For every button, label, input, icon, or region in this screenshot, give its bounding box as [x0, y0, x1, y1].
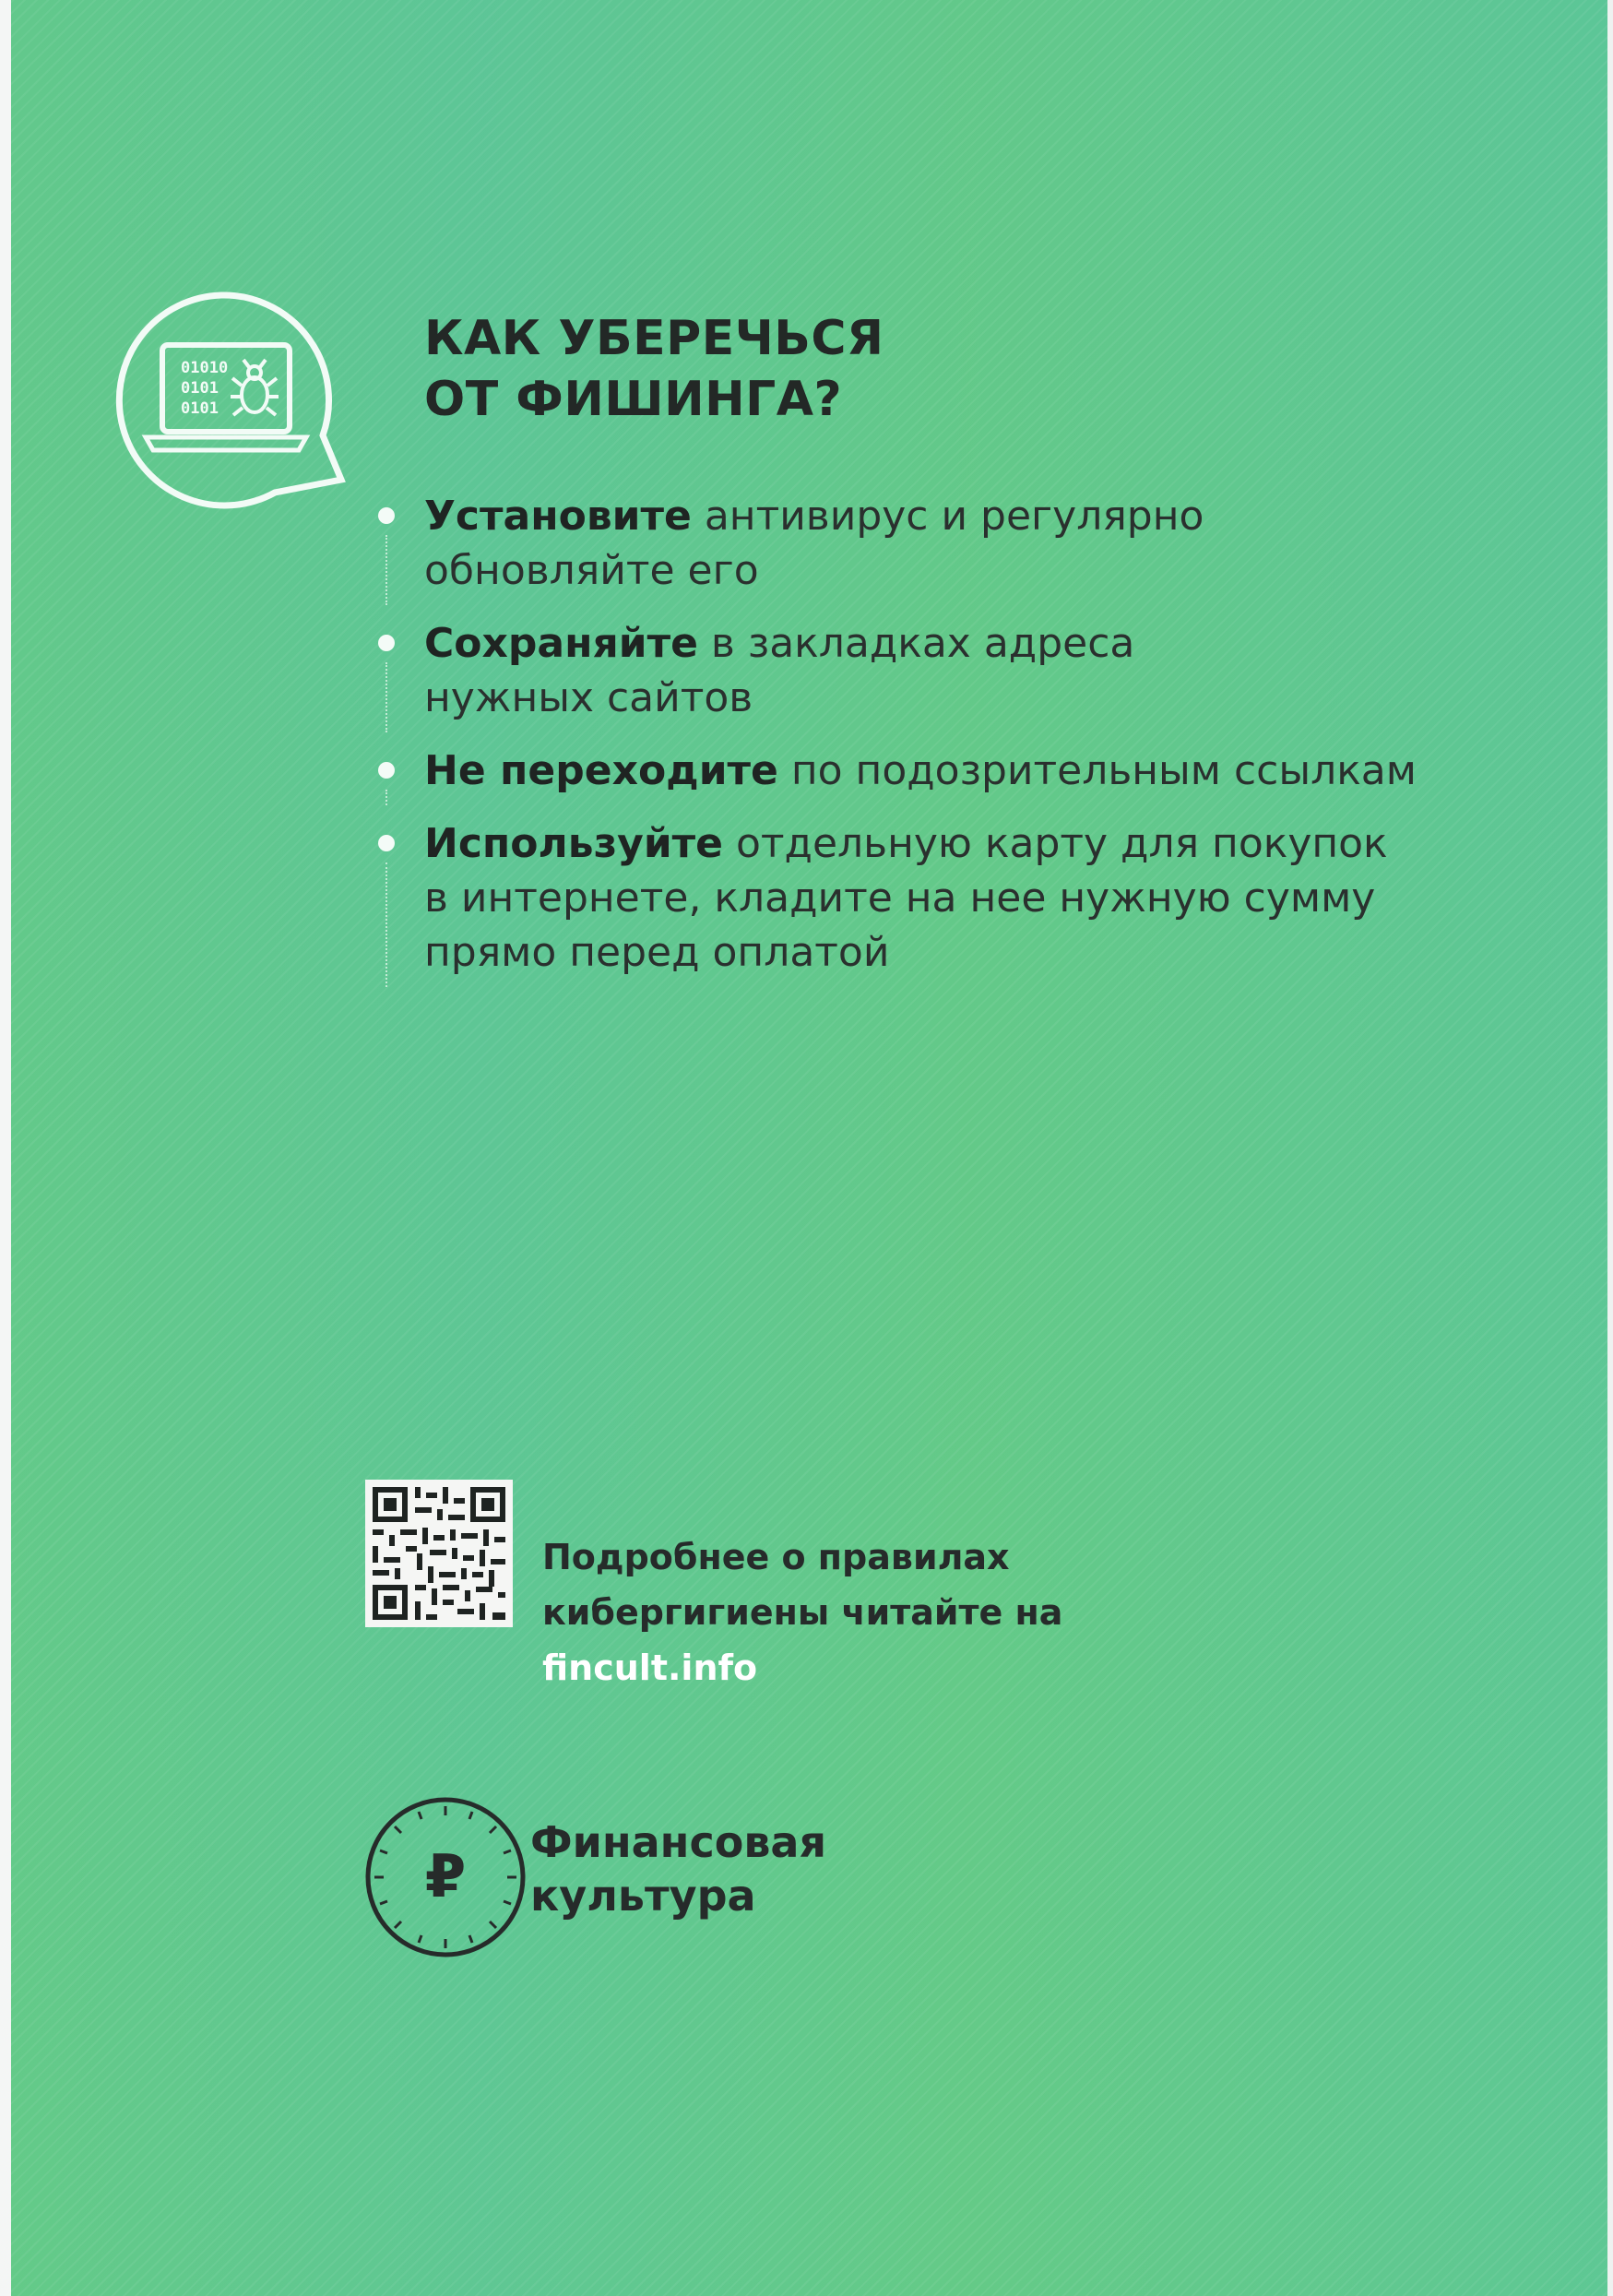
- tip-separate-card: [378, 816, 1577, 980]
- bullet-dots: [385, 662, 389, 732]
- page-edge: [0, 0, 11, 2296]
- bullet: [378, 835, 395, 851]
- tip-text: в интернете, кладите на нее нужную сумму: [424, 874, 1376, 922]
- tip-save-bookmarks: [378, 616, 1577, 725]
- tip-text: обновляйте его: [424, 547, 759, 594]
- tip-keyword: Не переходите: [424, 747, 778, 794]
- title-line: ОТ ФИШИНГА?: [424, 372, 843, 427]
- brand-line: культура: [530, 1871, 756, 1921]
- laptop-bug-icon: [109, 288, 350, 509]
- tip-text: отдельную карту для покупок: [723, 820, 1388, 867]
- tips-list: [378, 489, 1577, 998]
- fincult-link[interactable]: fincult.info: [542, 1648, 758, 1688]
- bullet-dots: [385, 790, 389, 805]
- tip-install-antivirus: [378, 489, 1577, 598]
- bullet: [378, 762, 395, 779]
- tip-text: прямо перед оплатой: [424, 929, 890, 976]
- more-info-line: Подробнее о правилах: [542, 1537, 1010, 1577]
- qr-code[interactable]: [365, 1480, 513, 1627]
- more-info-text: [542, 1529, 1062, 1695]
- brand-line: Финансовая: [530, 1817, 827, 1867]
- svg-text:0101: 0101: [181, 399, 219, 418]
- tip-text: по подозрительным ссылкам: [777, 747, 1417, 794]
- bullet: [378, 507, 395, 524]
- bullet: [378, 635, 395, 651]
- ruble-clock-icon: [362, 1793, 529, 1961]
- tip-text: в закладках адреса: [697, 620, 1135, 667]
- tip-keyword: Сохраняйте: [424, 620, 698, 667]
- bug-icon: [231, 360, 279, 415]
- tip-no-suspicious-links: [378, 744, 1577, 798]
- tip-keyword: Установите: [424, 493, 692, 540]
- title-line: КАК УБЕРЕЧЬСЯ: [424, 311, 884, 366]
- bullet-dots: [385, 535, 389, 605]
- svg-text:01010: 01010: [181, 359, 229, 377]
- more-info-prefix: кибергигиены читайте на: [542, 1592, 1063, 1633]
- svg-text:₽: ₽: [424, 1843, 467, 1911]
- bullet-dots: [385, 862, 389, 987]
- more-info-line: [542, 1585, 1062, 1695]
- page-edge: [1607, 0, 1613, 2296]
- svg-text:0101: 0101: [181, 379, 219, 398]
- brand-name: [530, 1815, 826, 1922]
- page-title: [424, 308, 884, 430]
- tip-keyword: Используйте: [424, 820, 724, 867]
- tip-text: нужных сайтов: [424, 674, 753, 721]
- tip-text: антивирус и регулярно: [691, 493, 1204, 540]
